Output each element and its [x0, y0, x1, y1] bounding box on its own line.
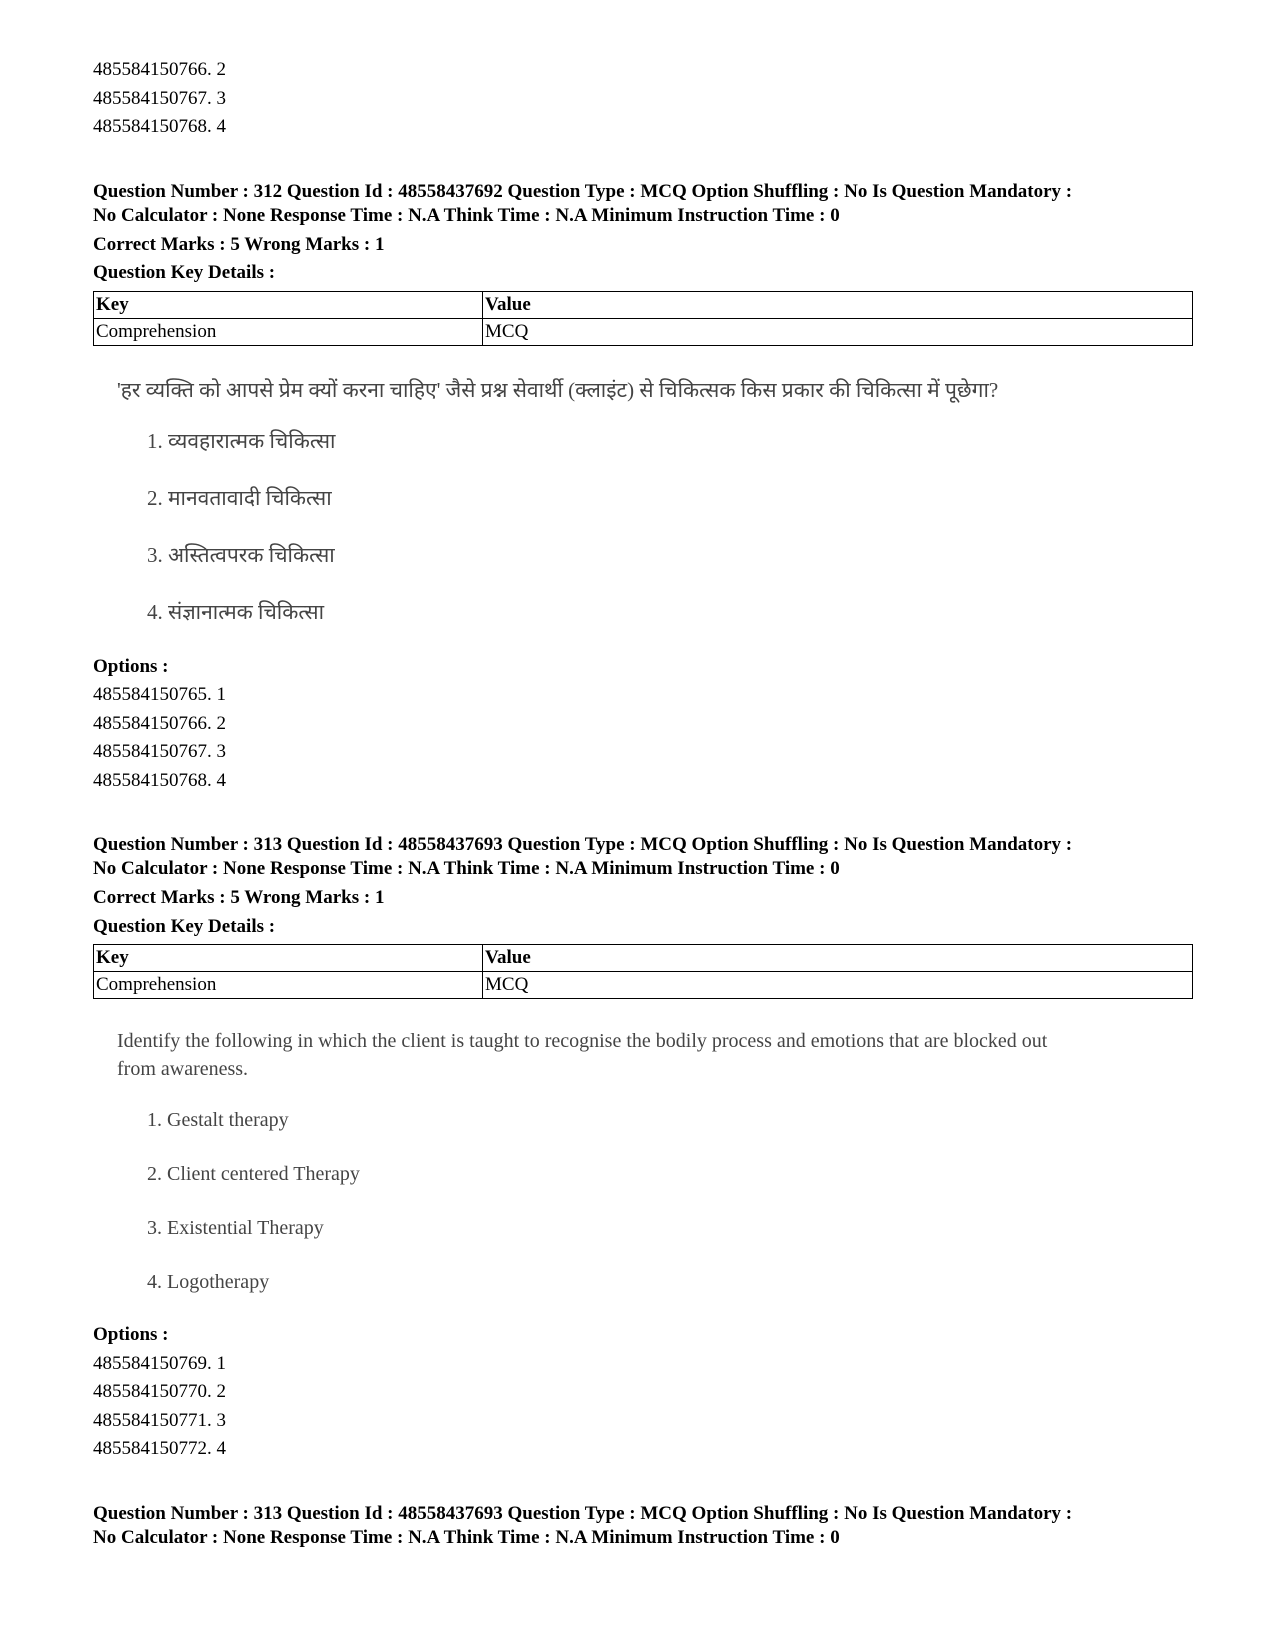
option-item: 485584150768. 4 [93, 769, 226, 791]
question-block-312 [93, 180, 1193, 796]
question-stem: 'हर व्यक्ति को आपसे प्रेम क्यों करना चाहिए' जैसे प्रश्न सेवार्थी (क्लाइंट) से चिकित्सक किस प्रकार की चिकित्सा में पूछेगा? [117, 377, 999, 402]
option-item: 485584150768. 4 [93, 116, 226, 137]
previous-options-list [93, 56, 1193, 142]
value-header: Value [483, 291, 1193, 318]
key-cell: Comprehension [94, 318, 483, 345]
question-meta-line2: No Calculator : None Response Time : N.A Think Time : N.A Minimum Instruction Time : 0 [93, 204, 840, 226]
question-block-footer [93, 1502, 1193, 1550]
option-item: 485584150772. 4 [93, 1438, 226, 1459]
choice-item: 2. मानवतावादी चिकित्सा [147, 485, 332, 510]
key-header: Key [94, 291, 483, 318]
options-label: Options : [93, 655, 169, 677]
question-meta-line1: Question Number : 313 Question Id : 48558437693 Question Type : MCQ Option Shuffling : No Is Question Mandatory : [93, 834, 1073, 855]
choice-item: 3. अस्तित्वपरक चिकित्सा [147, 542, 335, 567]
value-cell: MCQ [483, 318, 1193, 345]
table-header-row [94, 945, 1193, 972]
question-meta-line2: No Calculator : None Response Time : N.A Think Time : N.A Minimum Instruction Time : 0 [93, 858, 840, 879]
key-details-table [93, 291, 1193, 346]
question-block-313 [93, 833, 1193, 1464]
option-item: 485584150766. 2 [93, 712, 226, 734]
choice-item: 1. Gestalt therapy [147, 1109, 289, 1131]
choice-item: 1. व्यवहारात्मक चिकित्सा [147, 428, 336, 453]
option-item: 485584150767. 3 [93, 87, 226, 109]
question-meta-line1: Question Number : 313 Question Id : 48558437693 Question Type : MCQ Option Shuffling : No Is Question Mandatory : [93, 1502, 1073, 1524]
choice-item: 2. Client centered Therapy [147, 1163, 360, 1185]
marks-line: Correct Marks : 5 Wrong Marks : 1 [93, 887, 385, 908]
option-item: 485584150771. 3 [93, 1409, 226, 1431]
key-cell: Comprehension [94, 972, 483, 999]
key-details-label: Question Key Details : [93, 262, 276, 283]
key-details-table [93, 944, 1193, 999]
question-image [93, 1027, 1193, 1297]
options-label: Options : [93, 1324, 169, 1345]
option-item: 485584150769. 1 [93, 1352, 226, 1374]
table-row [94, 318, 1193, 345]
value-header: Value [483, 945, 1193, 972]
marks-line: Correct Marks : 5 Wrong Marks : 1 [93, 233, 385, 255]
value-cell: MCQ [483, 972, 1193, 999]
table-header-row [94, 291, 1193, 318]
choice-item: 4. Logotherapy [147, 1271, 270, 1293]
option-item: 485584150765. 1 [93, 684, 226, 705]
key-header: Key [94, 945, 483, 972]
question-stem: Identify the following in which the client is taught to recognise the bodily process and emotions that are blocked out from awareness. [117, 1030, 1048, 1080]
option-item: 485584150770. 2 [93, 1381, 226, 1402]
table-row [94, 972, 1193, 999]
key-details-label: Question Key Details : [93, 915, 276, 937]
option-item: 485584150767. 3 [93, 741, 226, 762]
question-image [93, 376, 1193, 627]
document-page [93, 56, 1193, 1550]
question-meta-line1: Question Number : 312 Question Id : 48558437692 Question Type : MCQ Option Shuffling : No Is Question Mandatory : [93, 180, 1073, 202]
question-meta-line2: No Calculator : None Response Time : N.A Think Time : N.A Minimum Instruction Time : 0 [93, 1526, 840, 1548]
option-item: 485584150766. 2 [93, 59, 226, 80]
choice-item: 3. Existential Therapy [147, 1217, 324, 1239]
choice-item: 4. संज्ञानात्मक चिकित्सा [147, 599, 325, 624]
